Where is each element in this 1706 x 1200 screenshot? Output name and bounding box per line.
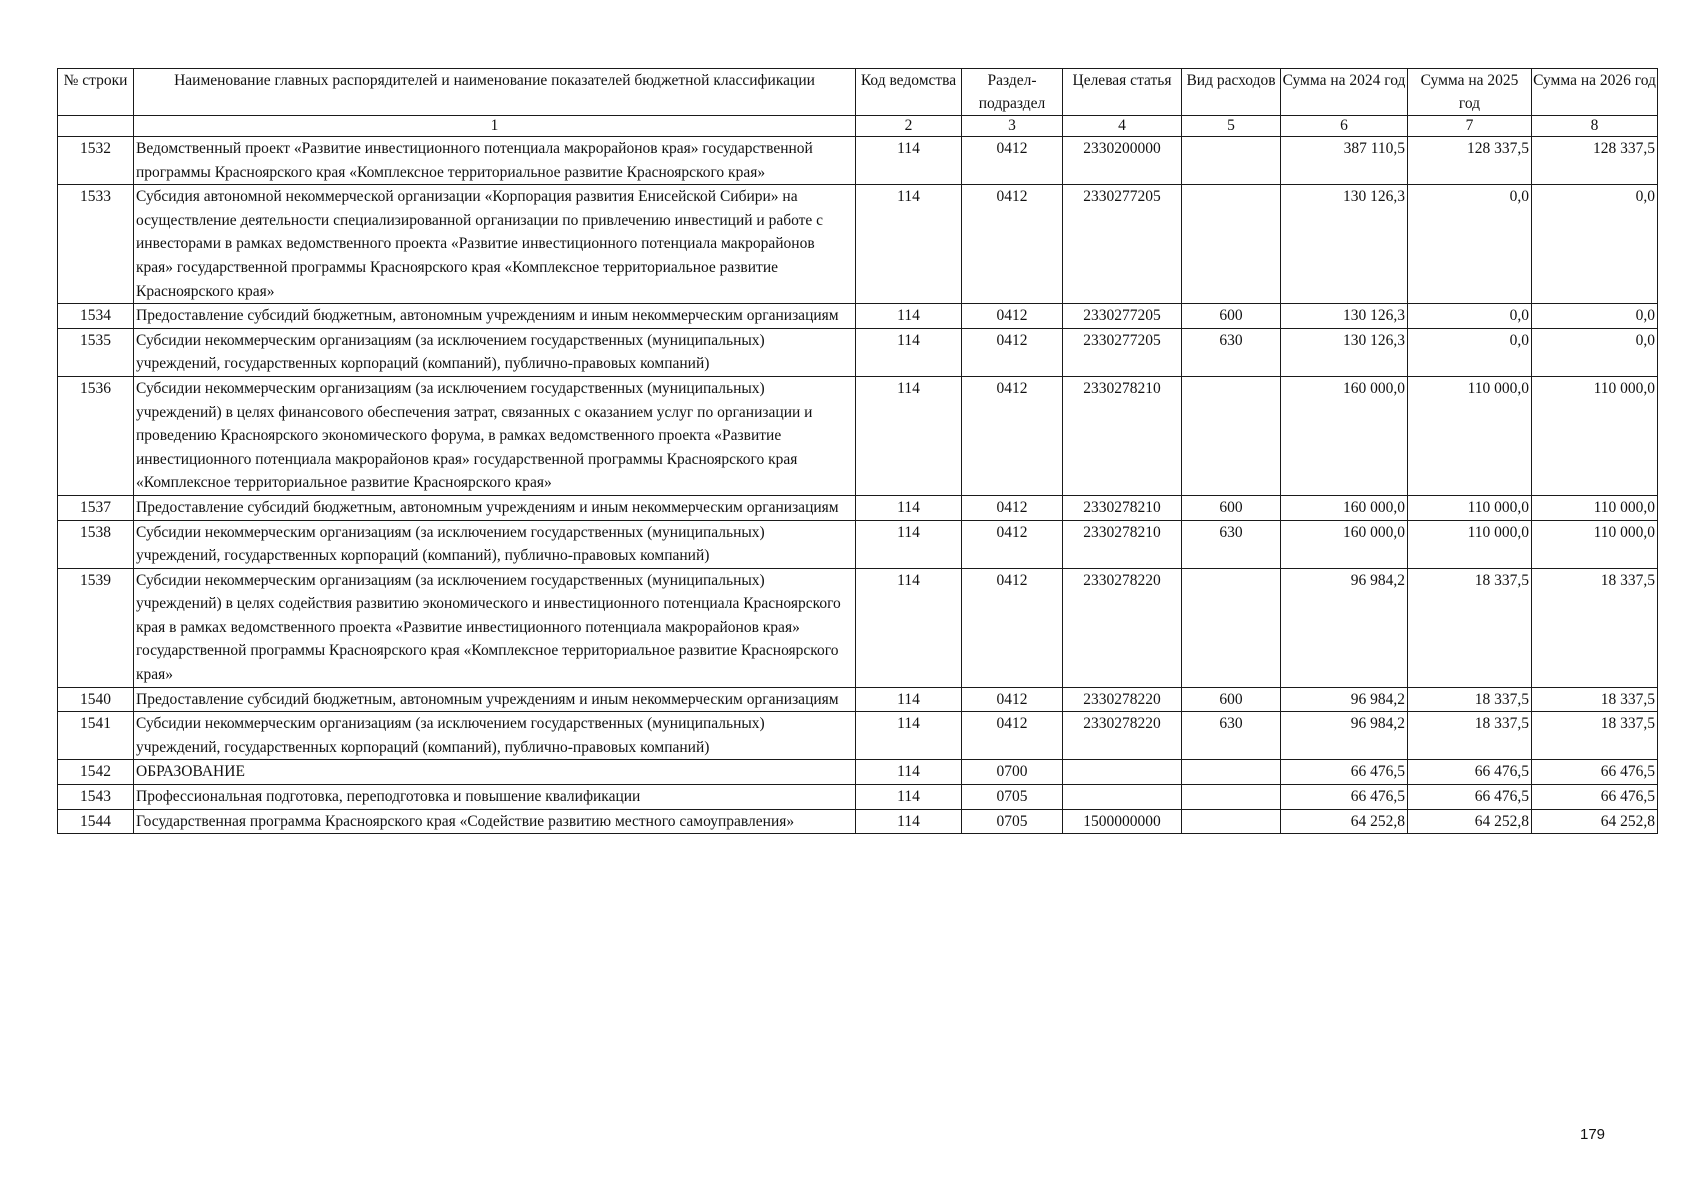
row-sum-2026: 66 476,5 bbox=[1532, 785, 1658, 810]
table-row bbox=[58, 687, 1658, 712]
table-body bbox=[58, 137, 1658, 834]
row-target-article: 2330200000 bbox=[1063, 137, 1182, 185]
row-sum-2024: 160 000,0 bbox=[1281, 520, 1408, 568]
header-sum-2025: Сумма на 2025 год bbox=[1408, 69, 1532, 116]
row-expense-type: 600 bbox=[1182, 304, 1281, 329]
row-name: ОБРАЗОВАНИЕ bbox=[134, 760, 856, 785]
row-sum-2026: 66 476,5 bbox=[1532, 760, 1658, 785]
table-row bbox=[58, 495, 1658, 520]
row-department-code: 114 bbox=[856, 495, 962, 520]
table-row bbox=[58, 328, 1658, 376]
table-row bbox=[58, 568, 1658, 687]
row-target-article: 1500000000 bbox=[1063, 809, 1182, 834]
row-number: 1537 bbox=[58, 495, 134, 520]
row-name: Субсидии некоммерческим организациям (за исключением государственных (муниципальных) учреждений, государственных корпораций (компаний), публично-правовых компаний) bbox=[134, 712, 856, 760]
row-sum-2025: 0,0 bbox=[1408, 185, 1532, 304]
row-name: Предоставление субсидий бюджетным, автономным учреждениям и иным некоммерческим организациям bbox=[134, 495, 856, 520]
column-number: 5 bbox=[1182, 116, 1281, 137]
budget-sheet bbox=[57, 68, 1657, 834]
row-number: 1543 bbox=[58, 785, 134, 810]
row-sum-2025: 18 337,5 bbox=[1408, 712, 1532, 760]
row-sum-2025: 66 476,5 bbox=[1408, 760, 1532, 785]
column-number: 2 bbox=[856, 116, 962, 137]
header-target-article: Целевая статья bbox=[1063, 69, 1182, 116]
row-sum-2024: 130 126,3 bbox=[1281, 304, 1408, 329]
row-department-code: 114 bbox=[856, 760, 962, 785]
row-number: 1539 bbox=[58, 568, 134, 687]
row-section: 0412 bbox=[962, 185, 1063, 304]
row-target-article: 2330277205 bbox=[1063, 304, 1182, 329]
column-number: 4 bbox=[1063, 116, 1182, 137]
row-expense-type bbox=[1182, 785, 1281, 810]
row-department-code: 114 bbox=[856, 568, 962, 687]
row-sum-2025: 18 337,5 bbox=[1408, 568, 1532, 687]
header-sum-2024: Сумма на 2024 год bbox=[1281, 69, 1408, 116]
column-number: 6 bbox=[1281, 116, 1408, 137]
row-sum-2025: 0,0 bbox=[1408, 304, 1532, 329]
header-sum-2026: Сумма на 2026 год bbox=[1532, 69, 1658, 116]
row-department-code: 114 bbox=[856, 185, 962, 304]
row-sum-2024: 66 476,5 bbox=[1281, 785, 1408, 810]
table-row bbox=[58, 760, 1658, 785]
row-department-code: 114 bbox=[856, 328, 962, 376]
row-department-code: 114 bbox=[856, 712, 962, 760]
row-target-article: 2330278220 bbox=[1063, 568, 1182, 687]
row-target-article: 2330278210 bbox=[1063, 376, 1182, 495]
row-expense-type bbox=[1182, 137, 1281, 185]
row-section: 0705 bbox=[962, 785, 1063, 810]
row-expense-type: 600 bbox=[1182, 495, 1281, 520]
row-sum-2024: 160 000,0 bbox=[1281, 495, 1408, 520]
row-department-code: 114 bbox=[856, 137, 962, 185]
row-name: Предоставление субсидий бюджетным, автономным учреждениям и иным некоммерческим организациям bbox=[134, 687, 856, 712]
row-sum-2024: 130 126,3 bbox=[1281, 185, 1408, 304]
row-number: 1534 bbox=[58, 304, 134, 329]
row-sum-2024: 96 984,2 bbox=[1281, 687, 1408, 712]
row-number: 1544 bbox=[58, 809, 134, 834]
table-row bbox=[58, 809, 1658, 834]
row-sum-2024: 160 000,0 bbox=[1281, 376, 1408, 495]
row-section: 0412 bbox=[962, 328, 1063, 376]
row-number: 1533 bbox=[58, 185, 134, 304]
row-expense-type: 630 bbox=[1182, 520, 1281, 568]
row-sum-2025: 64 252,8 bbox=[1408, 809, 1532, 834]
row-sum-2026: 18 337,5 bbox=[1532, 687, 1658, 712]
row-section: 0412 bbox=[962, 712, 1063, 760]
row-section: 0412 bbox=[962, 376, 1063, 495]
row-expense-type bbox=[1182, 376, 1281, 495]
row-department-code: 114 bbox=[856, 809, 962, 834]
row-number: 1541 bbox=[58, 712, 134, 760]
row-name: Ведомственный проект «Развитие инвестиционного потенциала макрорайонов края» государственной программы Красноярского края «Комплексное территориальное развитие Красноярского края» bbox=[134, 137, 856, 185]
row-name: Субсидии некоммерческим организациям (за исключением государственных (муниципальных) учреждений) в целях финансового обеспечения затрат, связанных с оказанием услуг по организации и проведению Красноярского экономического форума, в рамках ведомственного проекта «Развитие инвестиционного потенциала макрорайонов края» государственной программы Красноярского края «Комплексное территориальное развитие Красноярского края» bbox=[134, 376, 856, 495]
column-number: 8 bbox=[1532, 116, 1658, 137]
column-number-row bbox=[58, 116, 1658, 137]
row-number: 1536 bbox=[58, 376, 134, 495]
column-number: 7 bbox=[1408, 116, 1532, 137]
budget-table bbox=[57, 68, 1658, 834]
row-target-article: 2330278210 bbox=[1063, 520, 1182, 568]
page-number: 179 bbox=[1580, 1126, 1606, 1143]
row-name: Профессиональная подготовка, переподготовка и повышение квалификации bbox=[134, 785, 856, 810]
row-target-article bbox=[1063, 760, 1182, 785]
table-row bbox=[58, 304, 1658, 329]
row-number: 1535 bbox=[58, 328, 134, 376]
table-header bbox=[58, 69, 1658, 137]
row-section: 0412 bbox=[962, 304, 1063, 329]
row-sum-2026: 18 337,5 bbox=[1532, 568, 1658, 687]
table-row bbox=[58, 520, 1658, 568]
row-target-article: 2330278220 bbox=[1063, 687, 1182, 712]
table-row bbox=[58, 785, 1658, 810]
row-department-code: 114 bbox=[856, 304, 962, 329]
row-section: 0700 bbox=[962, 760, 1063, 785]
row-number: 1538 bbox=[58, 520, 134, 568]
row-sum-2026: 64 252,8 bbox=[1532, 809, 1658, 834]
row-expense-type: 630 bbox=[1182, 712, 1281, 760]
header-row bbox=[58, 69, 1658, 116]
row-sum-2025: 18 337,5 bbox=[1408, 687, 1532, 712]
table-row bbox=[58, 185, 1658, 304]
row-target-article: 2330277205 bbox=[1063, 328, 1182, 376]
row-expense-type bbox=[1182, 760, 1281, 785]
header-department-code: Код ведомства bbox=[856, 69, 962, 116]
row-sum-2024: 130 126,3 bbox=[1281, 328, 1408, 376]
row-sum-2026: 0,0 bbox=[1532, 185, 1658, 304]
row-name: Субсидии некоммерческим организациям (за исключением государственных (муниципальных) учреждений, государственных корпораций (компаний), публично-правовых компаний) bbox=[134, 328, 856, 376]
row-number: 1542 bbox=[58, 760, 134, 785]
row-target-article: 2330277205 bbox=[1063, 185, 1182, 304]
row-department-code: 114 bbox=[856, 785, 962, 810]
row-department-code: 114 bbox=[856, 376, 962, 495]
header-expense-type: Вид расходов bbox=[1182, 69, 1281, 116]
row-sum-2025: 0,0 bbox=[1408, 328, 1532, 376]
row-expense-type bbox=[1182, 568, 1281, 687]
row-sum-2025: 110 000,0 bbox=[1408, 376, 1532, 495]
row-sum-2025: 66 476,5 bbox=[1408, 785, 1532, 810]
row-sum-2026: 110 000,0 bbox=[1532, 495, 1658, 520]
header-name: Наименование главных распорядителей и наименование показателей бюджетной классификации bbox=[134, 69, 856, 116]
row-section: 0412 bbox=[962, 687, 1063, 712]
row-name: Предоставление субсидий бюджетным, автономным учреждениям и иным некоммерческим организациям bbox=[134, 304, 856, 329]
row-name: Субсидии некоммерческим организациям (за исключением государственных (муниципальных) учреждений, государственных корпораций (компаний), публично-правовых компаний) bbox=[134, 520, 856, 568]
row-name: Государственная программа Красноярского края «Содействие развитию местного самоуправления» bbox=[134, 809, 856, 834]
header-row-number: № строки bbox=[58, 69, 134, 116]
row-sum-2025: 110 000,0 bbox=[1408, 520, 1532, 568]
row-sum-2025: 110 000,0 bbox=[1408, 495, 1532, 520]
row-sum-2026: 18 337,5 bbox=[1532, 712, 1658, 760]
header-section: Раздел-подраздел bbox=[962, 69, 1063, 116]
column-number: 3 bbox=[962, 116, 1063, 137]
table-row bbox=[58, 137, 1658, 185]
row-sum-2026: 110 000,0 bbox=[1532, 520, 1658, 568]
row-name: Субсидия автономной некоммерческой организации «Корпорация развития Енисейской Сибири» на осуществление деятельности специализированной организации по привлечению инвестиций и работе с инвесторами в рамках ведомственного проекта «Развитие инвестиционного потенциала макрорайонов края» государственной программы Красноярского края «Комплексное территориальное развитие Красноярского края» bbox=[134, 185, 856, 304]
row-sum-2026: 0,0 bbox=[1532, 304, 1658, 329]
row-department-code: 114 bbox=[856, 687, 962, 712]
row-sum-2024: 96 984,2 bbox=[1281, 568, 1408, 687]
row-sum-2026: 128 337,5 bbox=[1532, 137, 1658, 185]
row-name: Субсидии некоммерческим организациям (за исключением государственных (муниципальных) учреждений) в целях содействия развитию экономического и инвестиционного потенциала Красноярского края в рамках ведомственного проекта «Развитие инвестиционного потенциала макрорайонов края» государственной программы Красноярского края «Комплексное территориальное развитие Красноярского края» bbox=[134, 568, 856, 687]
row-number: 1532 bbox=[58, 137, 134, 185]
row-section: 0412 bbox=[962, 520, 1063, 568]
row-section: 0412 bbox=[962, 495, 1063, 520]
column-number: 1 bbox=[134, 116, 856, 137]
column-number bbox=[58, 116, 134, 137]
row-sum-2025: 128 337,5 bbox=[1408, 137, 1532, 185]
row-department-code: 114 bbox=[856, 520, 962, 568]
row-target-article: 2330278210 bbox=[1063, 495, 1182, 520]
row-sum-2024: 64 252,8 bbox=[1281, 809, 1408, 834]
table-row bbox=[58, 712, 1658, 760]
row-sum-2026: 0,0 bbox=[1532, 328, 1658, 376]
row-expense-type: 600 bbox=[1182, 687, 1281, 712]
row-target-article bbox=[1063, 785, 1182, 810]
row-expense-type bbox=[1182, 809, 1281, 834]
table-row bbox=[58, 376, 1658, 495]
row-number: 1540 bbox=[58, 687, 134, 712]
row-sum-2024: 387 110,5 bbox=[1281, 137, 1408, 185]
row-sum-2026: 110 000,0 bbox=[1532, 376, 1658, 495]
row-expense-type bbox=[1182, 185, 1281, 304]
row-expense-type: 630 bbox=[1182, 328, 1281, 376]
row-sum-2024: 96 984,2 bbox=[1281, 712, 1408, 760]
row-target-article: 2330278220 bbox=[1063, 712, 1182, 760]
row-section: 0412 bbox=[962, 137, 1063, 185]
row-section: 0705 bbox=[962, 809, 1063, 834]
row-sum-2024: 66 476,5 bbox=[1281, 760, 1408, 785]
row-section: 0412 bbox=[962, 568, 1063, 687]
